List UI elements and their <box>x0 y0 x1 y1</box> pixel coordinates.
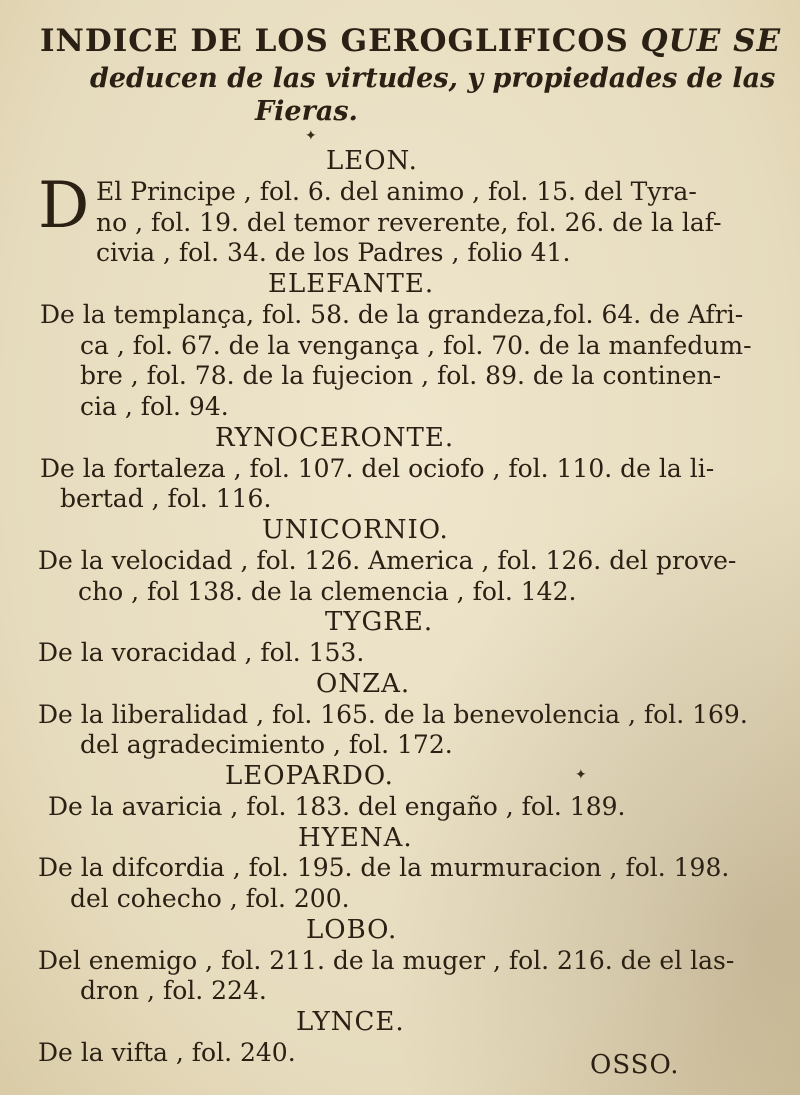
section-heading-leon: LEON. <box>326 146 418 176</box>
entry-line: del cohecho , fol. 200. <box>70 884 350 913</box>
section-heading-onza: ONZA. <box>316 669 411 699</box>
entry-line: civia , fol. 34. de los Padres , folio 41. <box>96 238 571 267</box>
entry-line: no , fol. 19. del temor reverente, fol. 26. de la laf- <box>96 208 722 237</box>
section-heading-rynoceronte: RYNOCERONTE. <box>215 423 455 453</box>
drop-cap-initial: D <box>38 169 90 243</box>
entry-line: del agradecimiento , fol. 172. <box>80 730 453 759</box>
subtitle-line-2: Fieras. <box>255 96 358 127</box>
entry-line: ca , fol. 67. de la vengança , fol. 70. de la manfedum- <box>80 331 752 360</box>
entry-line: dron , fol. 224. <box>80 976 267 1005</box>
entry-line: cia , fol. 94. <box>80 392 229 421</box>
entry-line: Del enemigo , fol. 211. de la muger , fol. 216. de el las- <box>38 946 735 975</box>
ornament-mark: ✦ <box>305 128 317 144</box>
entry-line: De la templança, fol. 58. de la grandeza,fol. 64. de Afri- <box>40 300 744 329</box>
index-title <box>40 23 782 59</box>
entry-line: De la liberalidad , fol. 165. de la benevolencia , fol. 169. <box>38 700 748 729</box>
index-title-main: INDICE DE LOS GEROGLIFICOS <box>40 23 629 59</box>
entry-line: De la difcordia , fol. 195. de la murmuracion , fol. 198. <box>38 853 730 882</box>
entry-line: El Principe , fol. 6. del animo , fol. 15. del Tyra- <box>96 177 697 206</box>
section-heading-hyena: HYENA. <box>298 823 413 853</box>
entry-line: bertad , fol. 116. <box>60 484 272 513</box>
section-heading-elefante: ELEFANTE. <box>268 269 435 299</box>
entry-line: De la voracidad , fol. 153. <box>38 638 365 667</box>
section-heading-lobo: LOBO. <box>306 915 398 945</box>
catchword: OSSO. <box>590 1050 680 1080</box>
entry-line: De la fortaleza , fol. 107. del ociofo , fol. 110. de la li- <box>40 454 715 483</box>
entry-line: De la velocidad , fol. 126. America , fol. 126. del prove- <box>38 546 737 575</box>
section-heading-lynce: LYNCE. <box>296 1007 405 1037</box>
ornament-mark: ✦ <box>575 767 587 783</box>
subtitle-line-1: deducen de las virtudes, y propiedades de las <box>90 63 776 94</box>
section-heading-leopardo: LEOPARDO. <box>225 761 394 791</box>
entry-line: De la avaricia , fol. 183. del engaño , fol. 189. <box>48 792 626 821</box>
index-title-tail: QUE SE <box>640 23 782 59</box>
entry-line: bre , fol. 78. de la fujecion , fol. 89. de la continen- <box>80 361 722 390</box>
entry-line: cho , fol 138. de la clemencia , fol. 142. <box>78 577 577 606</box>
entry-line: De la vifta , fol. 240. <box>38 1038 296 1067</box>
section-heading-tygre: TYGRE. <box>325 607 434 637</box>
section-heading-unicornio: UNICORNIO. <box>262 515 449 545</box>
